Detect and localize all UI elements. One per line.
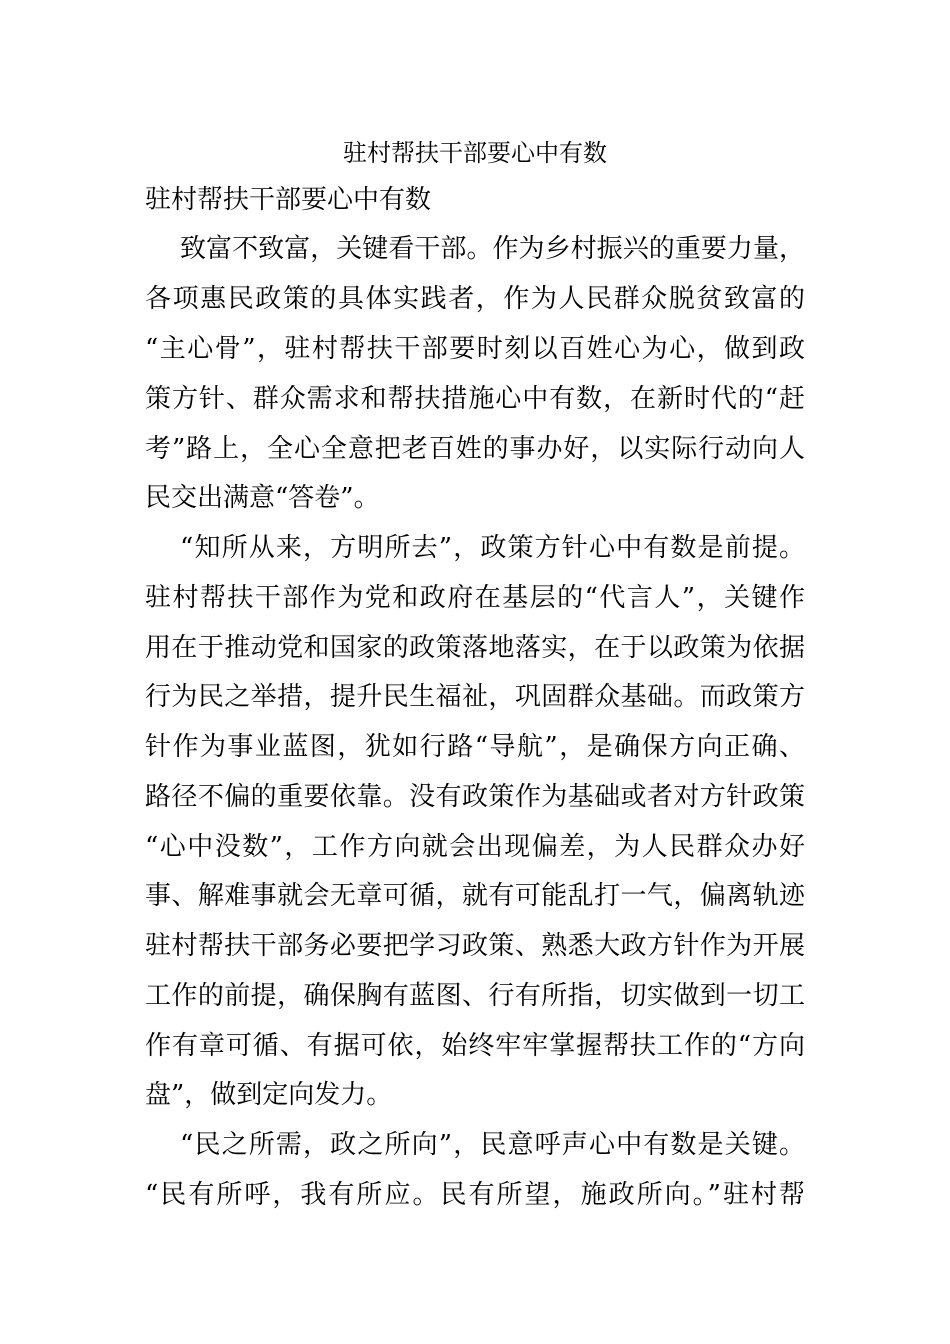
paragraph-2-line-9: 驻村帮扶干部务必要把学习政策、熟悉大政方针作为开展 (145, 931, 805, 961)
paragraph-2-line-3: 用在于推动党和国家的政策落地落实，在于以政策为依据 (145, 633, 805, 663)
paragraph-1-line-2: 各项惠民政策的具体实践者，作为人民群众脱贫致富的 (145, 284, 805, 314)
paragraph-2-line-4: 行为民之举措，提升民生福祉，巩固群众基础。而政策方 (145, 682, 805, 712)
paragraph-3-line-1: “民之所需，政之所向”，民意呼声心中有数是关键。 (180, 1130, 805, 1160)
paragraph-3-line-2: “民有所呼，我有所应。民有所望，施政所向。”驻村帮 (145, 1180, 805, 1210)
paragraph-2-line-6: 路径不偏的重要依靠。没有政策作为基础或者对方针政策 (145, 782, 805, 812)
paragraph-1-line-3: “主心骨”，驻村帮扶干部要时刻以百姓心为心，做到政 (145, 334, 805, 364)
paragraph-1-line-4: 策方针、群众需求和帮扶措施心中有数，在新时代的“赶 (145, 384, 805, 414)
paragraph-2-line-12: 盘”，做到定向发力。 (145, 1080, 393, 1110)
document-subtitle: 驻村帮扶干部要心中有数 (145, 185, 432, 215)
paragraph-2-line-1: “知所从来，方明所去”，政策方针心中有数是前提。 (180, 533, 805, 563)
document-title: 驻村帮扶干部要心中有数 (343, 139, 607, 167)
paragraph-2-line-11: 作有章可循、有据可依，始终牢牢掌握帮扶工作的“方向 (145, 1031, 805, 1061)
paragraph-1-line-5: 考”路上，全心全意把老百姓的事办好，以实际行动向人 (145, 434, 805, 464)
paragraph-1-line-6: 民交出满意“答卷”。 (145, 483, 380, 513)
paragraph-1-line-1: 致富不致富，关键看干部。作为乡村振兴的重要力量， (180, 234, 805, 264)
paragraph-2-line-5: 针作为事业蓝图，犹如行路“导航”，是确保方向正确、 (145, 732, 805, 762)
paragraph-2-line-8: 事、解难事就会无章可循，就有可能乱打一气，偏离轨迹 (145, 881, 805, 911)
paragraph-2-line-7: “心中没数”，工作方向就会出现偏差，为人民群众办好 (145, 832, 805, 862)
paragraph-2-line-10: 工作的前提，确保胸有蓝图、行有所指，切实做到一切工 (145, 981, 805, 1011)
paragraph-2-line-2: 驻村帮扶干部作为党和政府在基层的“代言人”，关键作 (145, 583, 805, 613)
